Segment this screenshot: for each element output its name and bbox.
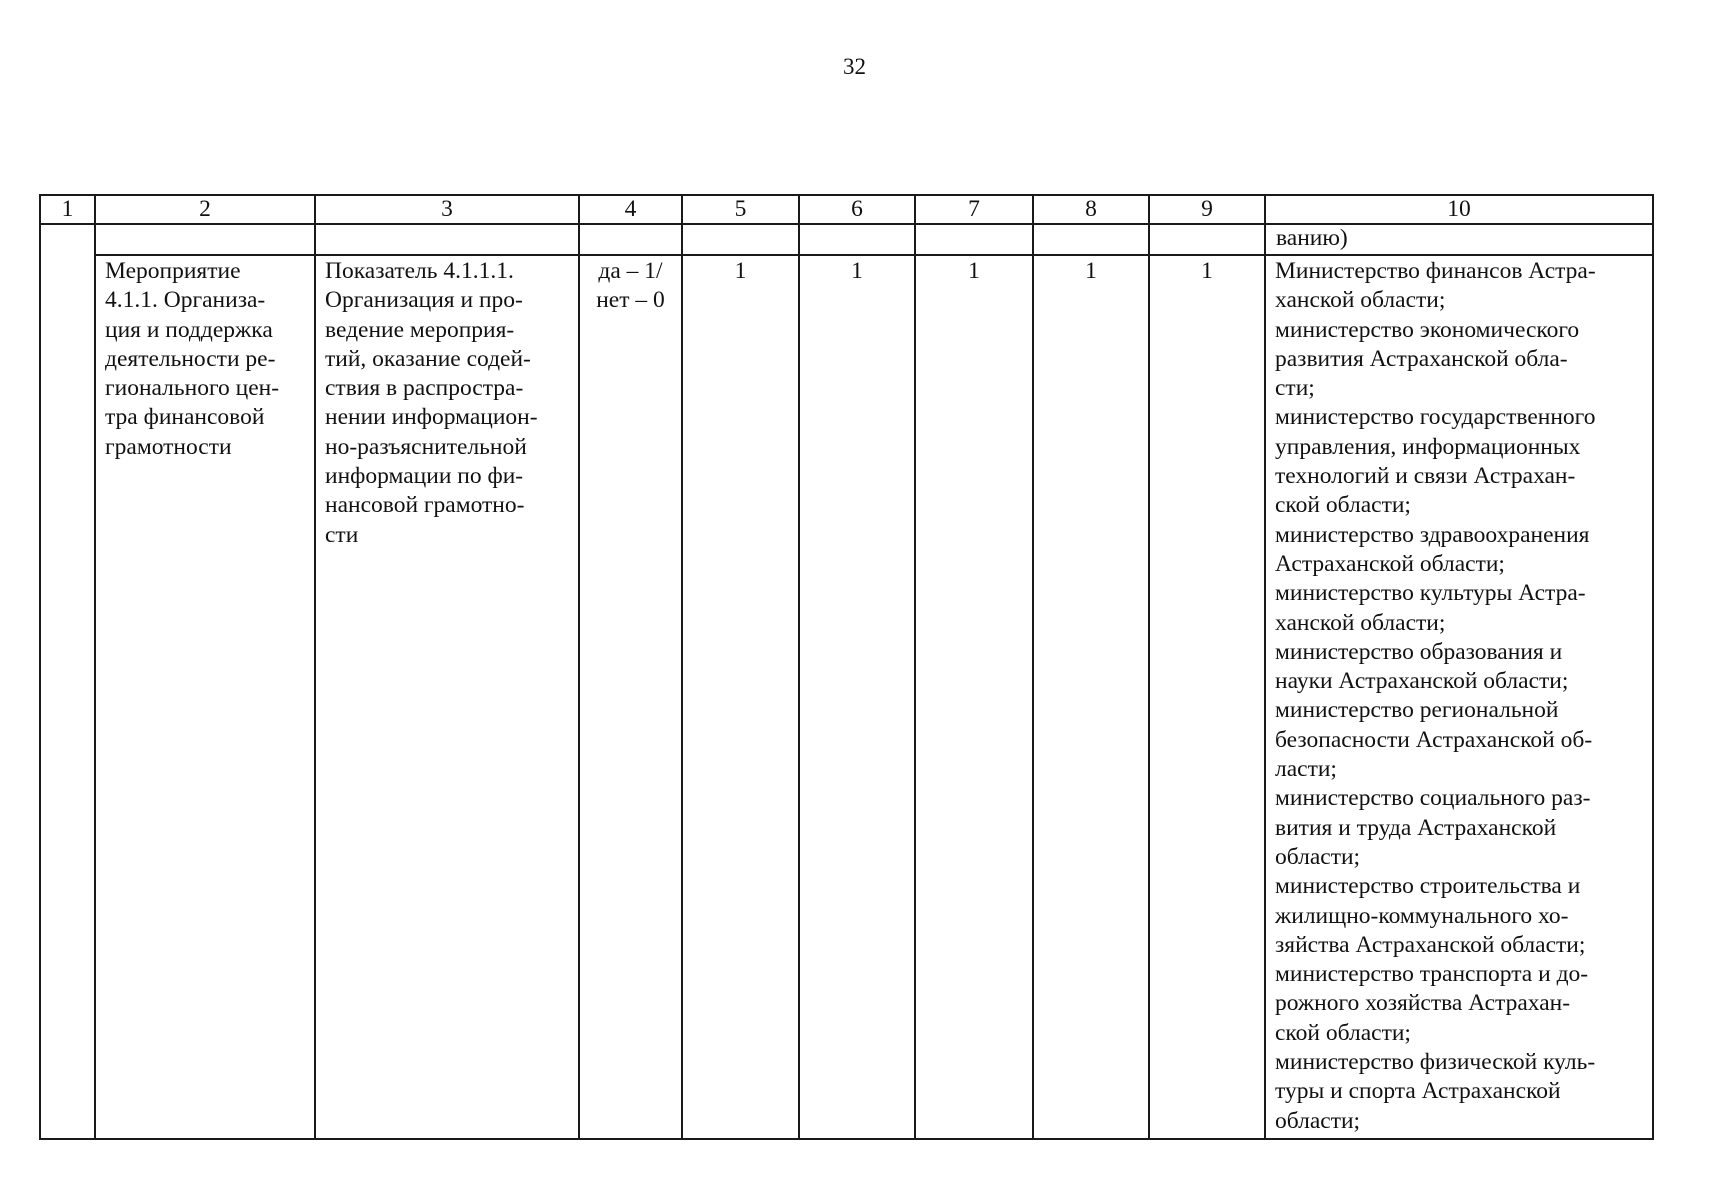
responsible-executors-cell: Министерство финансов Астра- ханской области; министерство экономического развития Астраханской обла- сти; министерство государственного управления, информационных технологий и связи Астрахан- ской области; министерство здравоохранения Астраханской области; министерство культуры Астра- ханской области; министерство образования и науки Астраханской области; министерство региональной безопасности Астраханской об- ласти; министерство социального раз- вития и труда Астраханской области; министерство строительства и жилищно-коммунального хо- зяйства Астраханской области; министерство транспорта и до- рожного хозяйства Астрахан- ской области; министерство физической куль- туры и спорта Астраханской области;: [1265, 255, 1653, 1139]
cont-cell-col2: [95, 224, 315, 255]
cont-cell-col3: [315, 224, 579, 255]
cont-cell-col10: ванию): [1265, 224, 1653, 255]
cont-cell-col7: [915, 224, 1033, 255]
value-cell-col5: 1: [682, 255, 799, 1139]
column-number-10: 10: [1265, 195, 1653, 224]
column-number-9: 9: [1149, 195, 1265, 224]
column-number-4: 4: [579, 195, 682, 224]
cont-cell-col5: [682, 224, 799, 255]
activity-cell: Мероприятие 4.1.1. Организа- ция и поддержка деятельности ре- гионального цен- тра финансовой грамотности: [95, 255, 315, 1139]
cont-cell-col4: [579, 224, 682, 255]
column-number-8: 8: [1033, 195, 1149, 224]
cont-cell-col8: [1033, 224, 1149, 255]
page-number: 32: [843, 54, 866, 79]
column-number-3: 3: [315, 195, 579, 224]
value-cell-col6: 1: [799, 255, 915, 1139]
column-number-1: 1: [40, 195, 95, 224]
column-number-2: 2: [95, 195, 315, 224]
cell-col1-empty: [40, 224, 95, 1139]
indicators-table: [39, 194, 1654, 1140]
continuation-row: [40, 224, 1653, 255]
cont-cell-col9: [1149, 224, 1265, 255]
cont-cell-col6: [799, 224, 915, 255]
value-cell-col8: 1: [1033, 255, 1149, 1139]
column-number-5: 5: [682, 195, 799, 224]
value-cell-col7: 1: [915, 255, 1033, 1139]
value-cell-col9: 1: [1149, 255, 1265, 1139]
column-number-7: 7: [915, 195, 1033, 224]
column-number-6: 6: [799, 195, 915, 224]
table-row: [40, 255, 1653, 1139]
indicator-cell: Показатель 4.1.1.1. Организация и про- ведение мероприя- тий, оказание содей- ствия в распростра- нении информацион- но-разъяснительной информации по фи- нансовой грамотно- сти: [315, 255, 579, 1139]
column-number-row: [40, 195, 1653, 224]
unit-cell: да – 1/ нет – 0: [579, 255, 682, 1139]
